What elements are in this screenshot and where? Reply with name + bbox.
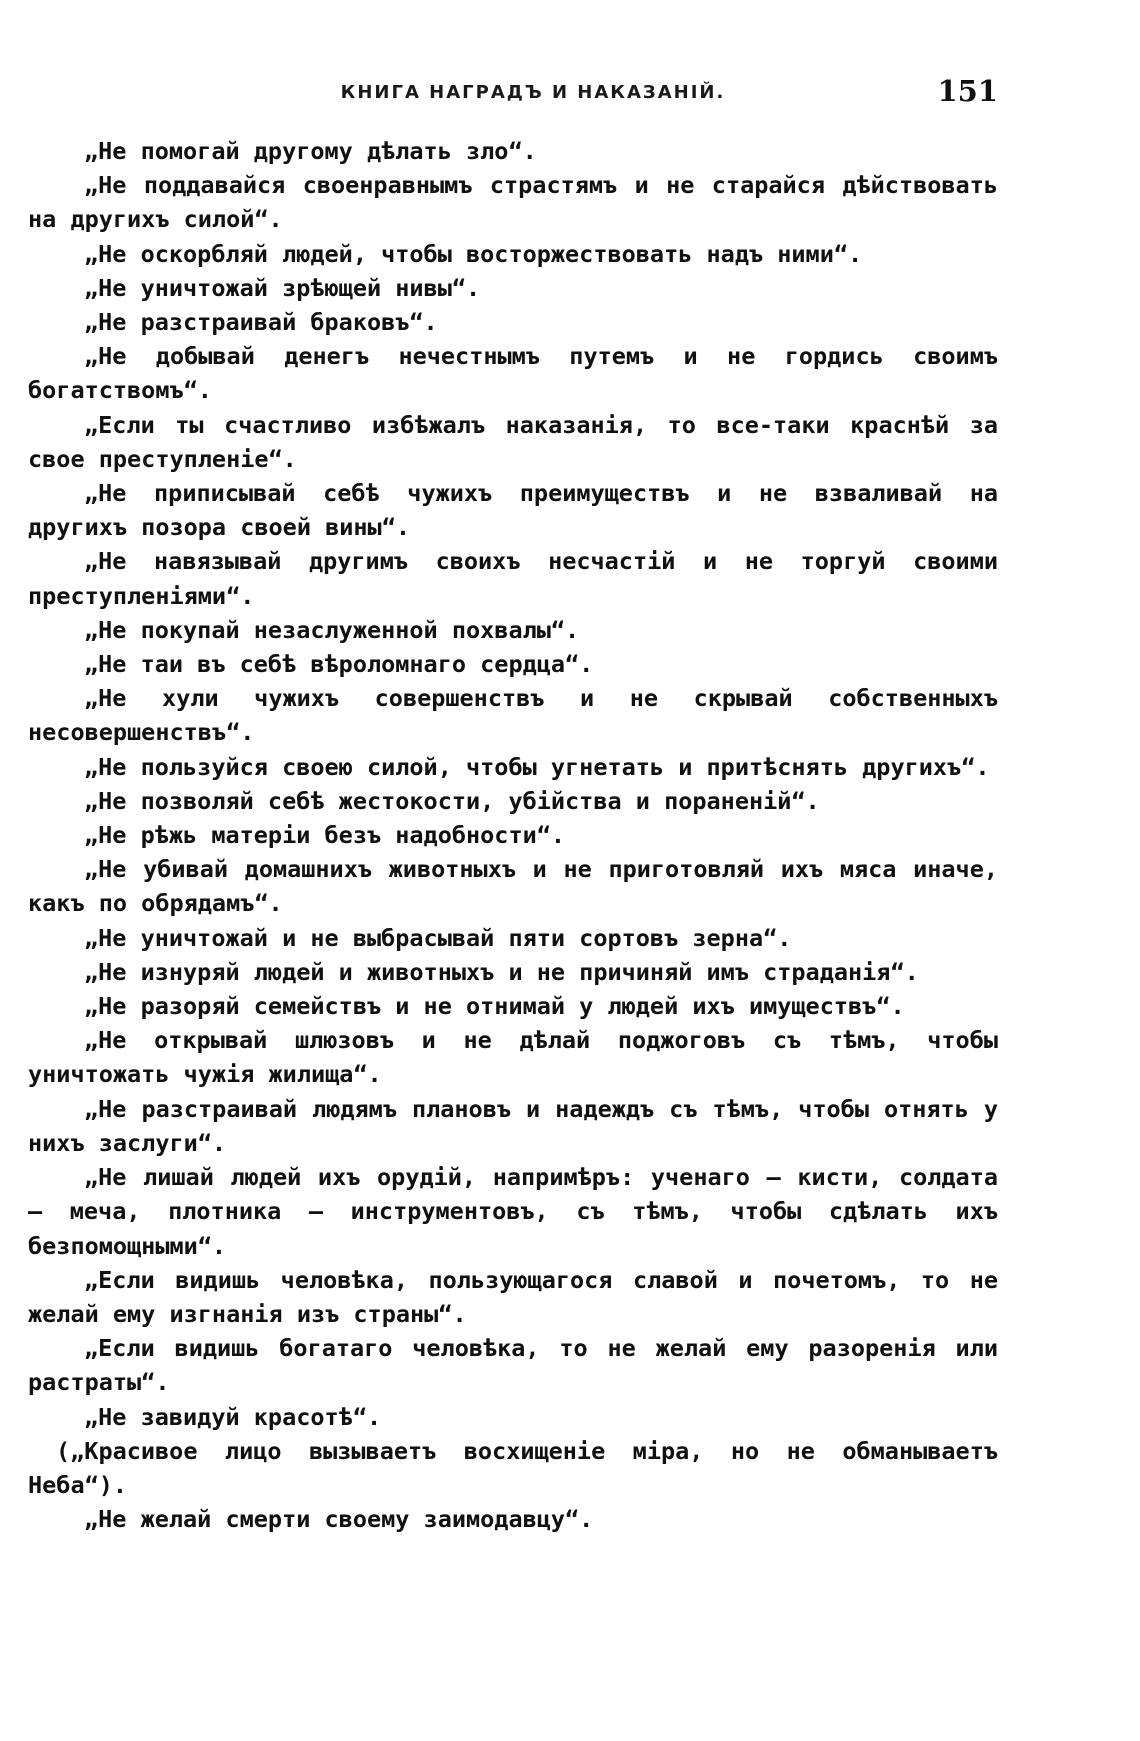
paragraph: „Не желай смерти своему заимодавцу“. bbox=[84, 1505, 594, 1534]
paragraph: „Если видишь человѣка, пользующагося славой и почетомъ, то не желай ему изгнанія изъ страны“. bbox=[28, 1265, 998, 1328]
paragraph: „Не помогай другому дѣлать зло“. bbox=[84, 137, 537, 165]
paragraph: „Не добывай денегъ нечестнымъ путемъ и не гордись своимъ богатствомъ“. bbox=[28, 342, 998, 405]
paragraph: „Не приписывай себѣ чужихъ преимуществъ и не взваливай на другихъ позора своей вины“. bbox=[28, 479, 998, 542]
paragraph: „Не пользуйся своею силой, чтобы угнетать и притѣснять другихъ“. bbox=[84, 752, 990, 781]
paragraph: „Не поддавайся своенравнымъ страстямъ и не старайся дѣйствовать на другихъ силой“. bbox=[28, 171, 998, 234]
paragraph: „Не убивай домашнихъ животныхъ и не приготовляй ихъ мяса иначе, какъ по обрядамъ“. bbox=[28, 855, 998, 918]
paragraph: „Не хули чужихъ совершенствъ и не скрывай собственныхъ несовершенствъ“. bbox=[28, 684, 998, 747]
paragraph: „Не разстраивай людямъ плановъ и надеждъ съ тѣмъ, чтобы отнять у нихъ заслуги“. bbox=[28, 1094, 998, 1157]
paragraph: „Не уничтожай и не выбрасывай пяти сортовъ зерна“. bbox=[84, 923, 792, 952]
paragraph: „Не изнуряй людей и животныхъ и не причиняй имъ страданія“. bbox=[84, 957, 919, 986]
paragraph: „Не позволяй себѣ жестокости, убійства и пораненій“. bbox=[84, 786, 820, 815]
text-body bbox=[28, 134, 998, 1536]
paragraph: „Не навязывай другимъ своихъ несчастій и не торгуй своими преступленіями“. bbox=[28, 547, 998, 610]
paragraph: „Не лишай людей ихъ орудій, напримѣръ: ученаго — кисти, солдата — меча, плотника — инструментовъ, съ тѣмъ, чтобы сдѣлать ихъ безпомощными“. bbox=[28, 1163, 998, 1260]
paragraph: „Не завидуй красотѣ“. bbox=[84, 1402, 382, 1431]
paragraph: „Не уничтожай зрѣющей нивы“. bbox=[84, 273, 481, 302]
paragraph-parenthetical: („Красивое лицо вызываетъ восхищеніе міра, но не обманываетъ Неба“). bbox=[28, 1436, 998, 1499]
paragraph: „Если ты счастливо избѣжалъ наказанія, то все-таки краснѣй за свое преступленіе“. bbox=[28, 410, 998, 473]
paragraph: „Не открывай шлюзовъ и не дѣлай поджоговъ съ тѣмъ, чтобы уничтожать чужія жилища“. bbox=[28, 1026, 998, 1089]
paragraph: „Не таи въ себѣ вѣроломнаго сердца“. bbox=[84, 650, 594, 679]
running-head bbox=[28, 74, 998, 114]
paragraph: „Не оскорбляй людей, чтобы восторжествовать надъ ними“. bbox=[84, 239, 863, 268]
paragraph: „Не разстраивай браковъ“. bbox=[84, 308, 438, 337]
running-title: КНИГА НАГРАДЪ И НАКАЗАНІЙ. bbox=[340, 82, 726, 103]
paragraph: „Если видишь богатаго человѣка, то не желай ему разоренія или растраты“. bbox=[28, 1334, 998, 1397]
paragraph: „Не рѣжь матеріи безъ надобности“. bbox=[84, 821, 566, 850]
paragraph: „Не покупай незаслуженной похвалы“. bbox=[84, 615, 580, 644]
page-number: 151 bbox=[937, 74, 998, 108]
paragraph: „Не разоряй семействъ и не отнимай у людей ихъ имуществъ“. bbox=[84, 992, 905, 1021]
